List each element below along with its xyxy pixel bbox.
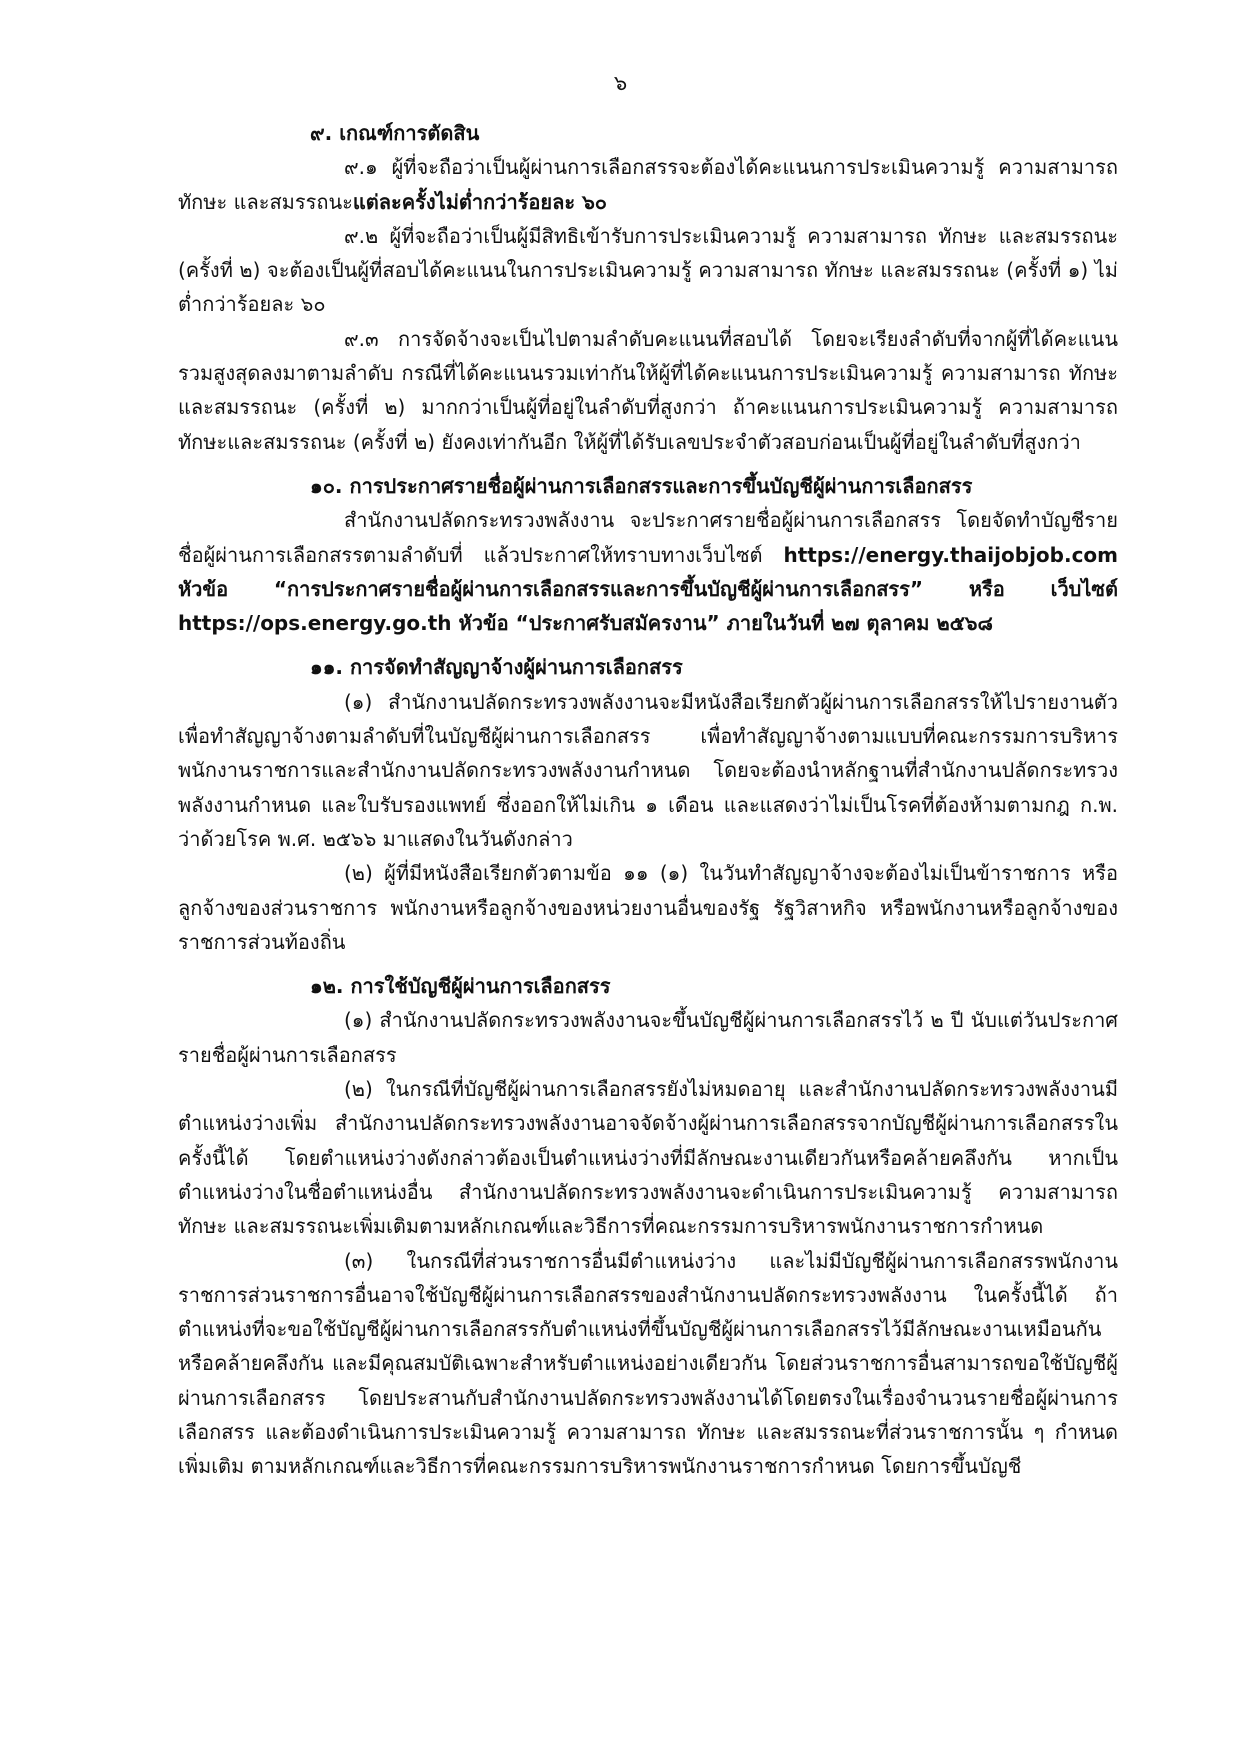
section-12-1-paragraph: (๑) สำนักงานปลัดกระทรวงพลังงานจะขึ้นบัญชีผู้ผ่านการเลือกสรรไว้ ๒ ปี นับแต่วันประกาศรายชื่อผู้ผ่านการเลือกสรร bbox=[178, 1008, 1118, 1067]
section-11-heading: ๑๑. การจัดทำสัญญาจ้างผู้ผ่านการเลือกสรร bbox=[310, 655, 683, 680]
section-12-2-paragraph: (๒) ในกรณีที่บัญชีผู้ผ่านการเลือกสรรยังไม่หมดอายุ และสำนักงานปลัดกระทรวงพลังงานมีตำแหน่งว่างเพิ่ม สำนักงานปลัดกระทรวงพลังงานอาจจัดจ้างผู้ผ่านการเลือกสรรจากบัญชีผู้ผ่านการเลือกสรรในครั้งนี้ได้ โดยตำแหน่งว่างดังกล่าวต้องเป็นตำแหน่งว่างที่มีลักษณะงานเดียวกันหรือคล้ายคลึงกัน หากเป็นตำแหน่งว่างในชื่อตำแหน่งอื่น สำนักงานปลัดกระทรวงพลังงานจะดำเนินการประเมินความรู้ ความสามารถ ทักษะ และสมรรถนะเพิ่มเติมตามหลักเกณฑ์และวิธีการที่คณะกรรมการบริหารพนักงานราชการกำหนด bbox=[178, 1077, 1118, 1239]
section-9-1-paragraph bbox=[178, 150, 1118, 219]
section-10-paragraph bbox=[178, 503, 1118, 640]
document-body bbox=[178, 116, 1118, 1484]
section-10-text: สำนักงานปลัดกระทรวงพลังงาน จะประกาศรายชื่อผู้ผ่านการเลือกสรร โดยจัดทำบัญชีรายชื่อผู้ผ่านการเลือกสรรตามลำดับที่ แล้วประกาศให้ทราบทางเว็บไซต์ bbox=[178, 508, 1118, 567]
page-number: ๖ bbox=[613, 71, 628, 95]
section-10-heading: ๑๐. การประกาศรายชื่อผู้ผ่านการเลือกสรรและการขึ้นบัญชีผู้ผ่านการเลือกสรร bbox=[310, 473, 973, 498]
section-11-1-paragraph: (๑) สำนักงานปลัดกระทรวงพลังงานจะมีหนังสือเรียกตัวผู้ผ่านการเลือกสรรให้ไปรายงานตัวเพื่อทำสัญญาจ้างตามลำดับที่ในบัญชีผู้ผ่านการเลือกสรร เพื่อทำสัญญาจ้างตามแบบที่คณะกรรมการบริหารพนักงานราชการและสำนักงานปลัดกระทรวงพลังงานกำหนด โดยจะต้องนำหลักฐานที่สำนักงานปลัดกระทรวงพลังงานกำหนด และใบรับรองแพทย์ ซึ่งออกให้ไม่เกิน ๑ เดือน และแสดงว่าไม่เป็นโรคที่ต้องห้ามตามกฎ ก.พ. ว่าด้วยโรค พ.ศ. ๒๕๖๖ มาแสดงในวันดังกล่าว bbox=[178, 689, 1118, 851]
section-9-2-paragraph: ๙.๒ ผู้ที่จะถือว่าเป็นผู้มีสิทธิเข้ารับการประเมินความรู้ ความสามารถ ทักษะ และสมรรถนะ (ครั้งที่ ๒) จะต้องเป็นผู้ที่สอบได้คะแนนในการประเมินความรู้ ความสามารถ ทักษะ และสมรรถนะ (ครั้งที่ ๑) ไม่ต่ำกว่าร้อยละ ๖๐ bbox=[178, 223, 1118, 317]
section-11-2-paragraph: (๒) ผู้ที่มีหนังสือเรียกตัวตามข้อ ๑๑ (๑) ในวันทำสัญญาจ้างจะต้องไม่เป็นข้าราชการ หรือลูกจ้างของส่วนราชการ พนักงานหรือลูกจ้างของหน่วยงานอื่นของรัฐ รัฐวิสาหกิจ หรือพนักงานหรือลูกจ้างของราชการส่วนท้องถิ่น bbox=[178, 861, 1118, 954]
section-9-1-text: ๙.๑ ผู้ที่จะถือว่าเป็นผู้ผ่านการเลือกสรรจะต้องได้คะแนนการประเมินความรู้ ความสามารถ ทักษะ และสมรรถนะ bbox=[178, 155, 1118, 214]
section-12-3-paragraph: (๓) ในกรณีที่ส่วนราชการอื่นมีตำแหน่งว่าง และไม่มีบัญชีผู้ผ่านการเลือกสรรพนักงานราชการส่วนราชการอื่นอาจใช้บัญชีผู้ผ่านการเลือกสรรของสำนักงานปลัดกระทรวงพลังงาน ในครั้งนี้ได้ ถ้าตำแหน่งที่จะขอใช้บัญชีผู้ผ่านการเลือกสรรกับตำแหน่งที่ขึ้นบัญชีผู้ผ่านการเลือกสรรไว้มีลักษณะงานเหมือนกันหรือคล้ายคลึงกัน และมีคุณสมบัติเฉพาะสำหรับตำแหน่งอย่างเดียวกัน โดยส่วนราชการอื่นสามารถขอใช้บัญชีผู้ผ่านการเลือกสรร โดยประสานกับสำนักงานปลัดกระทรวงพลังงานได้โดยตรงในเรื่องจำนวนรายชื่อผู้ผ่านการเลือกสรร และต้องดำเนินการประเมินความรู้ ความสามารถ ทักษะ และสมรรถนะที่ส่วนราชการนั้น ๆ กำหนดเพิ่มเติม ตามหลักเกณฑ์และวิธีการที่คณะกรรมการบริหารพนักงานราชการกำหนด โดยการขึ้นบัญชี bbox=[178, 1248, 1118, 1479]
section-9-heading: ๙. เกณฑ์การตัดสิน bbox=[310, 121, 480, 145]
section-10-bold-text: https://energy.thaijobjob.com หัวข้อ “การประกาศรายชื่อผู้ผ่านการเลือกสรรและการขึ้นบัญชีผู้ผ่านการเลือกสรร” หรือ เว็บไซต์ https://ops.energy.go.th หัวข้อ “ประกาศรับสมัครงาน” ภายในวันที่ ๒๗ ตุลาคม ๒๕๖๘ bbox=[178, 542, 1119, 636]
section-9-1-bold-text: แต่ละครั้งไม่ต่ำกว่าร้อยละ ๖๐ bbox=[352, 189, 608, 214]
section-9-3-paragraph: ๙.๓ การจัดจ้างจะเป็นไปตามลำดับคะแนนที่สอบได้ โดยจะเรียงลำดับที่จากผู้ที่ได้คะแนนรวมสูงสุดลงมาตามลำดับ กรณีที่ได้คะแนนรวมเท่ากันให้ผู้ที่ได้คะแนนการประเมินความรู้ ความสามารถ ทักษะและสมรรถนะ (ครั้งที่ ๒) มากกว่าเป็นผู้ที่อยู่ในลำดับที่สูงกว่า ถ้าคะแนนการประเมินความรู้ ความสามารถ ทักษะและสมรรถนะ (ครั้งที่ ๒) ยังคงเท่ากันอีก ให้ผู้ที่ได้รับเลขประจำตัวสอบก่อนเป็นผู้ที่อยู่ในลำดับที่สูงกว่า bbox=[178, 326, 1118, 454]
section-12-heading: ๑๒. การใช้บัญชีผู้ผ่านการเลือกสรร bbox=[310, 974, 611, 999]
